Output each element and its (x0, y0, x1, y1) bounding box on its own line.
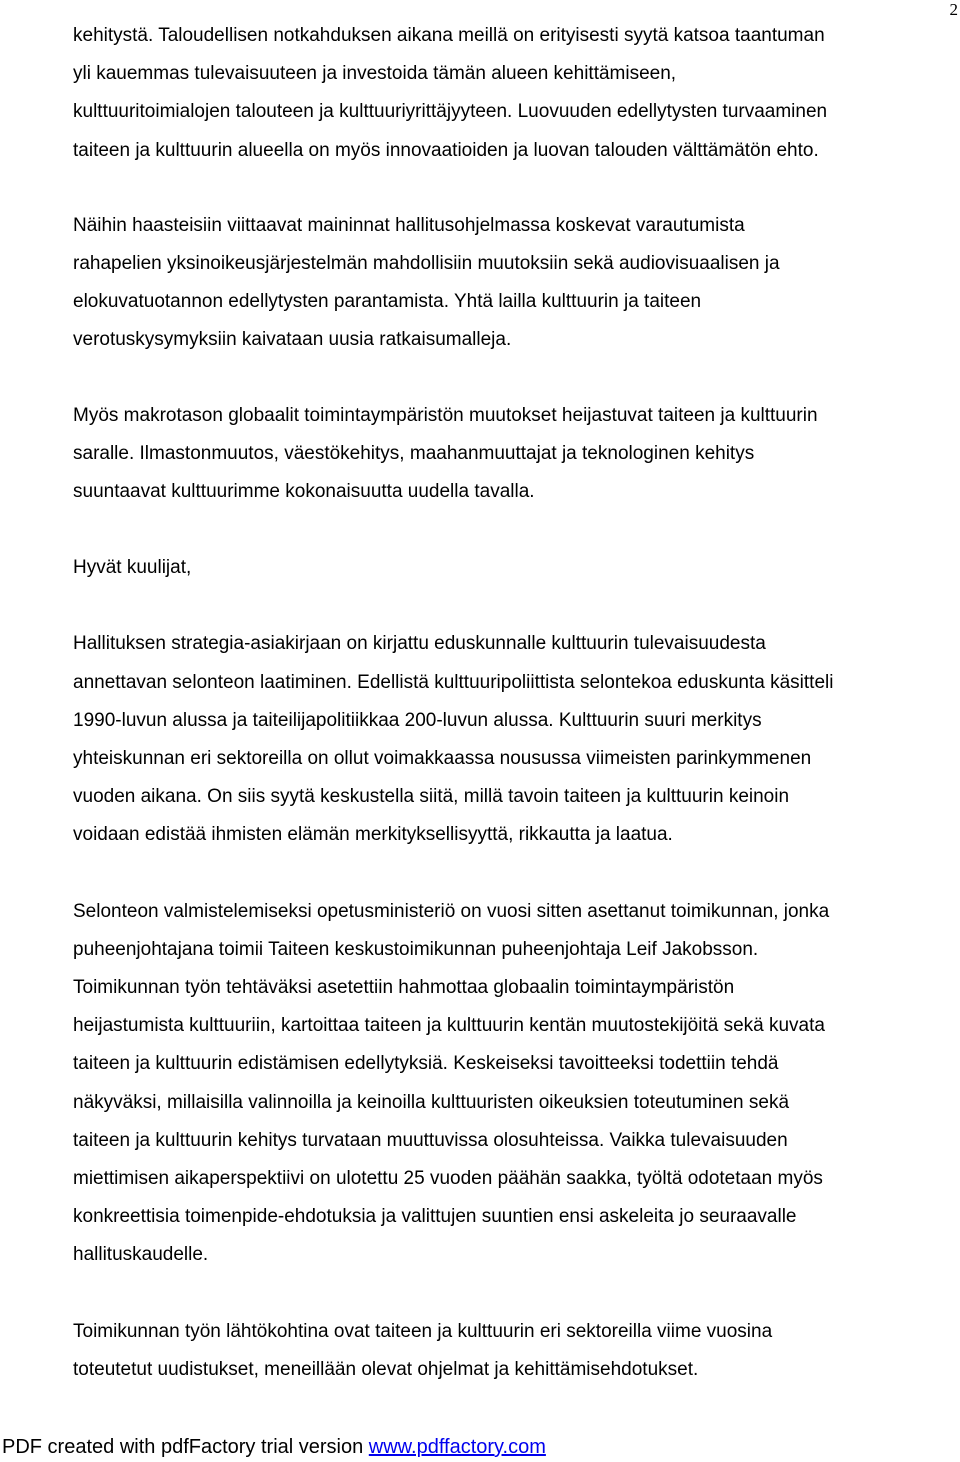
paragraph-7: Toimikunnan työn lähtökohtina ovat taiteen ja kulttuurin eri sektoreilla viime vuosina toteutetut uudistukset, meneillään olevat ohjelmat ja kehittämisehdotukset. (73, 1320, 773, 1380)
salutation: Hyvät kuulijat, (73, 557, 192, 579)
paragraph-2: Näihin haasteisiin viittaavat maininnat hallitusohjelmassa koskevat varautumista rahapelien yksinoikeusjärjestelmän mahdollisiin muutoksiin sekä audiovisuaalisen ja elokuvatuotannon edellytysten parantamista. Yhtä lailla kulttuurin ja taiteen verotuskysymyksiin kaivataan uusia ratkaisumalleja. (73, 214, 780, 351)
footer-link[interactable]: www.pdffactory.com (368, 1436, 546, 1458)
paragraph-5: Hallituksen strategia-asiakirjaan on kirjattu eduskunnalle kulttuurin tulevaisuudesta annettavan selonteon laatiminen. Edellistä kulttuuripoliittista selontekoa eduskunta käsitteli 1990-luvun alussa ja taiteilijapolitiikkaa 200-luvun alussa. Kulttuurin suuri merkitys yhteiskunnan eri sektoreilla on ollut voimakkaassa nousussa viimeisten parinkymmenen vuoden aikana. On siis syytä keskustella siitä, millä tavoin taiteen ja kulttuurin keinoin voidaan edistää ihmisten elämän merkityksellisyyttä, rikkautta ja laatua. (73, 633, 834, 846)
document-body (73, 17, 955, 1389)
paragraph-3: Myös makrotason globaalit toimintaympäristön muutokset heijastuvat taiteen ja kulttuurin saralle. Ilmastonmuutos, väestökehitys, maahanmuuttajat ja teknologinen kehitys suuntaavat kulttuurimme kokonaisuutta uudella tavalla. (73, 404, 818, 503)
pdf-footer (2, 1434, 546, 1460)
footer-text: PDF created with pdfFactory trial version (2, 1436, 369, 1458)
paragraph-1: kehitystä. Taloudellisen notkahduksen aikana meillä on erityisesti syytä katsoa taantuman yli kauemmas tulevaisuuteen ja investoida tämän alueen kehittämiseen, kulttuuritoimialojen talouteen ja kulttuuriyrittäjyyteen. Luovuuden edellytysten turvaaminen taiteen ja kulttuurin alueella on myös innovaatioiden ja luovan talouden välttämätön ehto. (73, 25, 828, 161)
page-number: 2 (949, 0, 958, 19)
paragraph-6: Selonteon valmistelemiseksi opetusministeriö on vuosi sitten asettanut toimikunnan, jonka puheenjohtajana toimii Taiteen keskustoimikunnan puheenjohtaja Leif Jakobsson. Toimikunnan työn tehtäväksi asetettiin hahmottaa globaalin toimintaympäristön heijastumista kulttuuriin, kartoittaa taiteen ja kulttuurin kentän muutostekijöitä sekä kuvata taiteen ja kulttuurin edistämisen edellytyksiä. Keskeiseksi tavoitteeksi todettiin tehdä näkyväksi, millaisilla valinnoilla ja keinoilla kulttuuristen oikeuksien toteutuminen sekä taiteen ja kulttuurin kehitys turvataan muuttuvissa olosuhteissa. Vaikka tulevaisuuden miettimisen aikaperspektiivi on ulotettu 25 vuoden päähän saakka, työltä odotetaan myös konkreettisia toimenpide-ehdotuksia ja valittujen suuntien ensi askeleita jo seuraavalle hallituskaudelle. (73, 900, 830, 1266)
